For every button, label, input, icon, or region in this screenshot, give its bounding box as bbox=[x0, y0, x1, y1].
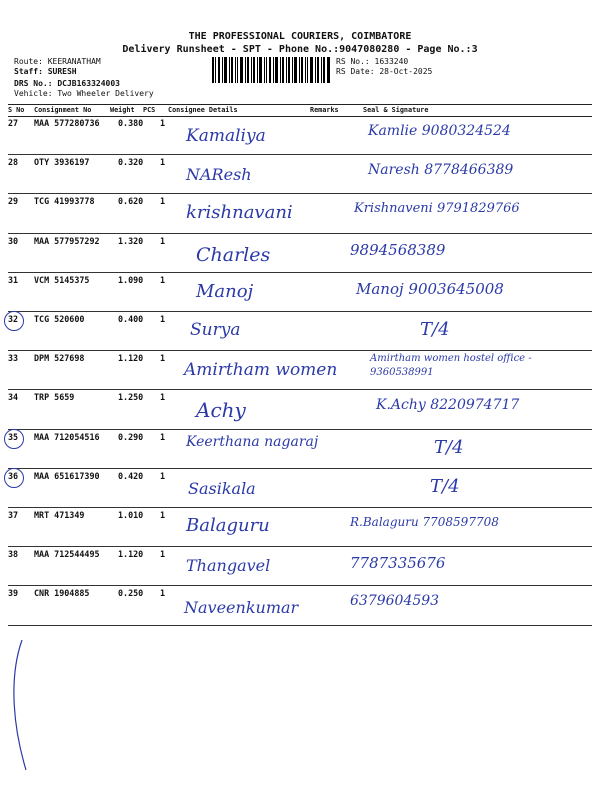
page-subtitle: Delivery Runsheet - SPT - Phone No.:9047080280 - Page No.:3 bbox=[122, 44, 478, 55]
table-row bbox=[8, 350, 592, 390]
cell-weight: 0.620 bbox=[118, 196, 144, 207]
cell-sno: 31 bbox=[8, 274, 19, 285]
cell-sno: 27 bbox=[8, 118, 19, 128]
table-row bbox=[8, 546, 592, 586]
cell-pcs: 1 bbox=[160, 274, 166, 285]
handwritten-consignee: Manoj bbox=[196, 280, 254, 302]
handwritten-signature: Kamlie 9080324524 bbox=[368, 123, 511, 139]
cell-sno: 36 bbox=[8, 471, 18, 481]
col-consignee: Consignee Details bbox=[168, 106, 238, 114]
cell-weight: 1.090 bbox=[118, 274, 144, 285]
cell-consignment: MAA 577280736 bbox=[34, 118, 100, 128]
handwritten-consignee: Naveenkumar bbox=[184, 598, 299, 618]
cell-weight: 0.320 bbox=[118, 157, 144, 168]
handwritten-consignee: Achy bbox=[196, 398, 246, 423]
cell-pcs: 1 bbox=[160, 470, 166, 481]
cell-sno: 35 bbox=[8, 432, 18, 442]
handwritten-consignee: krishnavani bbox=[186, 202, 293, 224]
handwritten-signature: T/4 bbox=[434, 436, 464, 458]
handwritten-signature: 7787335676 bbox=[350, 554, 446, 573]
cell-consignment: TCG 41993778 bbox=[34, 196, 95, 207]
handwritten-signature: 9894568389 bbox=[350, 240, 446, 259]
handwritten-consignee: Thangavel bbox=[186, 556, 271, 576]
col-pcs: PCS bbox=[143, 106, 156, 114]
cell-sno: 29 bbox=[8, 196, 19, 207]
table-row bbox=[8, 429, 592, 469]
cell-pcs: 1 bbox=[160, 549, 166, 560]
cell-weight: 1.120 bbox=[118, 549, 144, 560]
col-consignment: Consignment No bbox=[34, 106, 92, 114]
cell-consignment: VCM 5145375 bbox=[34, 274, 90, 285]
cell-pcs: 1 bbox=[160, 235, 166, 246]
handwritten-consignee: NAResh bbox=[186, 165, 252, 185]
cell-consignment: DPM 527698 bbox=[34, 353, 85, 364]
staff-label: Staff: SURESH bbox=[14, 66, 77, 76]
cell-weight: 1.010 bbox=[118, 510, 144, 520]
cell-sno: 33 bbox=[8, 353, 19, 364]
cell-sno: 28 bbox=[8, 157, 19, 168]
cell-consignment: TRP 5659 bbox=[34, 392, 75, 403]
table-row bbox=[8, 115, 592, 155]
table-row bbox=[8, 193, 592, 233]
cell-pcs: 1 bbox=[160, 510, 166, 520]
handwritten-consignee: Keerthana nagaraj bbox=[186, 433, 319, 450]
handwritten-consignee: Surya bbox=[190, 320, 241, 340]
cell-weight: 0.420 bbox=[118, 470, 144, 481]
table-row bbox=[8, 389, 592, 429]
cell-sno: 34 bbox=[8, 392, 19, 403]
cell-consignment: CNR 1904885 bbox=[34, 588, 90, 599]
cell-weight: 0.400 bbox=[118, 314, 144, 324]
cell-weight: 0.250 bbox=[118, 588, 144, 599]
handwritten-signature: 6379604593 bbox=[350, 593, 440, 610]
table-row bbox=[8, 311, 592, 351]
table-row bbox=[8, 507, 592, 547]
col-remarks: Remarks bbox=[310, 106, 339, 114]
cell-pcs: 1 bbox=[160, 353, 166, 364]
cell-sno: 39 bbox=[8, 588, 19, 599]
cell-weight: 1.320 bbox=[118, 235, 144, 246]
vehicle-label: Vehicle: Two Wheeler Delivery bbox=[14, 88, 154, 98]
handwritten-signature: T/4 bbox=[420, 319, 450, 340]
cell-sno: 32 bbox=[8, 314, 18, 324]
table-row bbox=[8, 585, 592, 625]
table-row bbox=[8, 154, 592, 194]
cell-sno: 30 bbox=[8, 235, 19, 246]
margin-scribble bbox=[0, 620, 40, 800]
route-label: Route: KEERANATHAM bbox=[14, 57, 101, 66]
cell-consignment: MRT 471349 bbox=[34, 510, 85, 520]
col-seal: Seal & Signature bbox=[363, 106, 429, 114]
handwritten-consignee: Sasikala bbox=[188, 478, 256, 498]
handwritten-signature: Naresh 8778466389 bbox=[368, 162, 514, 179]
table-row bbox=[8, 468, 592, 508]
cell-weight: 0.380 bbox=[118, 118, 144, 128]
rs-date-label: RS Date: 28-Oct-2025 bbox=[336, 66, 433, 76]
meta-left bbox=[14, 57, 154, 98]
handwritten-signature: K.Achy 8220974717 bbox=[376, 397, 520, 414]
handwritten-circle-mark bbox=[4, 311, 24, 331]
handwritten-consignee: Kamaliya bbox=[186, 126, 266, 146]
cell-consignment: MAA 577957292 bbox=[34, 235, 100, 246]
col-weight: Weight bbox=[110, 106, 135, 114]
meta-right bbox=[336, 57, 432, 76]
table-row bbox=[8, 272, 592, 312]
cell-sno: 38 bbox=[8, 549, 19, 560]
cell-pcs: 1 bbox=[160, 588, 166, 599]
cell-pcs: 1 bbox=[160, 431, 166, 442]
col-sno: S No bbox=[8, 106, 25, 114]
cell-pcs: 1 bbox=[160, 118, 166, 128]
cell-weight: 1.250 bbox=[118, 392, 144, 403]
handwritten-consignee: Charles bbox=[196, 243, 271, 266]
handwritten-consignee: Amirtham women bbox=[184, 360, 338, 381]
cell-pcs: 1 bbox=[160, 392, 166, 403]
handwritten-signature: Krishnaveni 9791829766 bbox=[354, 201, 520, 217]
handwritten-circle-mark bbox=[4, 468, 24, 488]
cell-consignment: MAA 651617390 bbox=[34, 470, 100, 481]
barcode bbox=[212, 57, 330, 83]
table-row bbox=[8, 233, 592, 273]
handwritten-consignee: Balaguru bbox=[186, 515, 270, 536]
page-title: THE PROFESSIONAL COURIERS, COIMBATORE bbox=[188, 31, 412, 42]
cell-weight: 0.290 bbox=[118, 431, 144, 442]
cell-consignment: OTY 3936197 bbox=[34, 157, 90, 168]
cell-pcs: 1 bbox=[160, 314, 166, 324]
handwritten-circle-mark bbox=[4, 429, 24, 449]
cell-sno: 37 bbox=[8, 510, 19, 520]
handwritten-signature: Manoj 9003645008 bbox=[356, 279, 504, 298]
handwritten-signature: R.Balaguru 7708597708 bbox=[350, 515, 499, 529]
cell-consignment: MAA 712544495 bbox=[34, 549, 100, 560]
cell-consignment: MAA 712054516 bbox=[34, 431, 100, 442]
cell-weight: 1.120 bbox=[118, 353, 144, 364]
cell-pcs: 1 bbox=[160, 196, 166, 207]
handwritten-signature: Amirtham women hostel office - 9360538991 bbox=[370, 353, 532, 379]
rs-no-label: RS No.: 1633240 bbox=[336, 57, 409, 66]
cell-consignment: TCG 520600 bbox=[34, 314, 85, 324]
cell-pcs: 1 bbox=[160, 157, 166, 168]
drs-label: DRS No.: DCJB163324003 bbox=[14, 79, 120, 89]
handwritten-signature: T/4 bbox=[430, 475, 460, 497]
